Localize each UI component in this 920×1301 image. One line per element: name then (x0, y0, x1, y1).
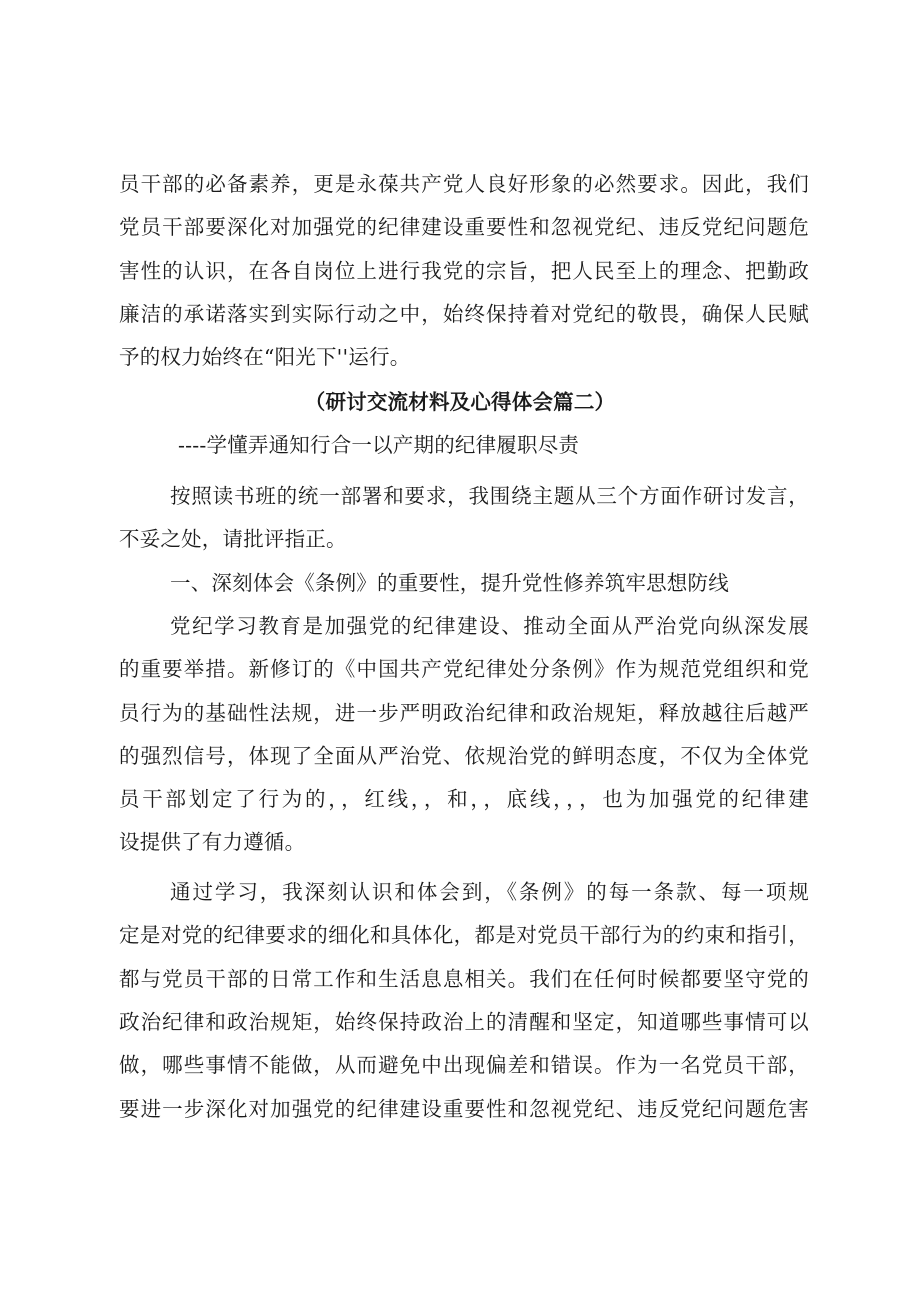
body-text-line: 予的权力始终在“阳光下''运行。 (119, 345, 411, 369)
body-text-line: 不妥之处，请批评指正。 (119, 527, 347, 551)
body-text-line: 党纪学习教育是加强党的纪律建设、推动全面从严治党向纵深发展 (170, 614, 809, 638)
body-text-line: 员干部划定了行为的，，红线，，和，，底线，，，也为加强党的纪律建 (119, 787, 809, 811)
body-text-line: 要进一步深化对加强党的纪律建设重要性和忽视党纪、违反党纪问题危害 (119, 1097, 809, 1121)
section-title: （研讨交流材料及心得体会篇二） (304, 390, 616, 414)
body-text-line: 廉洁的承诺落实到实际行动之中，始终保持着对党纪的敬畏，确保人民赋 (119, 302, 809, 326)
body-text-line: 通过学习，我深刻认识和体会到，《条例》的每一条款、每一项规 (170, 880, 809, 904)
body-text-line: 设提供了有力遵循。 (119, 830, 306, 854)
body-text-line: 党员干部要深化对加强党的纪律建设重要性和忽视党纪、违反党纪问题危 (119, 215, 809, 239)
body-text-line: 定是对党的纪律要求的细化和具体化，都是对党员干部行为的约束和指引， (119, 923, 809, 947)
body-text-line: 的强烈信号，体现了全面从严治党、依规治党的鲜明态度，不仅为全体党 (119, 744, 809, 768)
body-text-line: 按照读书班的统一部署和要求，我围绕主题从三个方面作研讨发言， (170, 484, 809, 508)
section-heading: 一、深刻体会《条例》的重要性，提升党性修养筑牢思想防线 (170, 571, 729, 595)
body-text-line: 的重要举措。新修订的《中国共产党纪律处分条例》作为规范党组织和党 (119, 657, 809, 681)
body-text-line: 都与党员干部的日常工作和生活息息相关。我们在任何时候都要坚守党的 (119, 967, 809, 991)
body-text-line: 做，哪些事情不能做，从而避免中出现偏差和错误。作为一名党员干部， (119, 1053, 809, 1077)
body-text-line: 员干部的必备素养，更是永葆共产党人良好形象的必然要求。因此，我们 (119, 172, 809, 196)
body-text-line: 害性的认识，在各自岗位上进行我党的宗旨，把人民至上的理念、把勤政 (119, 259, 809, 283)
body-text-line: 员行为的基础性法规，进一步严明政治纪律和政治规矩，释放越往后越严 (119, 701, 809, 725)
section-subtitle: ----学懂弄通知行合一以产期的纪律履职尽责 (178, 433, 580, 457)
body-text-line: 政治纪律和政治规矩，始终保持政治上的清醒和坚定，知道哪些事情可以 (119, 1010, 809, 1034)
